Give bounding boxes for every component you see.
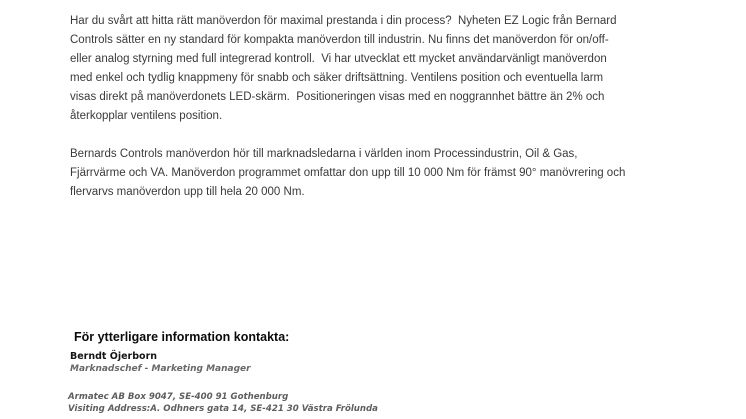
paragraph-line: Controls sätter en ny standard för kompakta manöverdon till industrin. Nu finns det manöverdon för on/off- [70, 34, 609, 46]
paragraph-line: Bernards Controls manöverdon hör till marknadsledarna i världen inom Processindustrin, Oil & Gas, [70, 148, 578, 160]
contact-section-heading: För ytterligare information kontakta: [74, 330, 290, 344]
address-line-visiting: Visiting Address:A. Odhners gata 14, SE-421 30 Västra Frölunda [68, 404, 378, 415]
paragraph-line: med enkel och tydlig knappmeny för snabb och säker driftsättning. Ventilens position och eventuella larm [70, 72, 604, 84]
company-paragraph [70, 145, 625, 202]
intro-paragraph [70, 12, 617, 126]
contact-person-name: Berndt Öjerborn [70, 351, 158, 362]
paragraph-line: flervarvs manöverdon upp till hela 20 000 Nm. [70, 186, 305, 198]
address-line-postal: Armatec AB Box 9047, SE-400 91 Gothenburg [68, 392, 289, 402]
paragraph-line: Fjärrvärme och VA. Manöverdon programmet omfattar don upp till 10 000 Nm för främst 90° manövrering och [70, 167, 626, 179]
paragraph-line: eller analog styrning med full integrerad kontroll. Vi har utvecklat ett mycket användarvänligt manöverdon [70, 53, 607, 65]
paragraph-line: Har du svårt att hitta rätt manöverdon för maximal prestanda i din process? Nyheten EZ Logic från Bernard [70, 15, 617, 27]
company-address-block [68, 391, 378, 416]
paragraph-line: visas direkt på manöverdonets LED-skärm. Positioneringen visas med en noggrannhet bättre än 2% och [70, 91, 605, 103]
paragraph-line: återkopplar ventilens position. [70, 110, 223, 122]
contact-person-title: Marknadschef - Marketing Manager [70, 364, 251, 374]
